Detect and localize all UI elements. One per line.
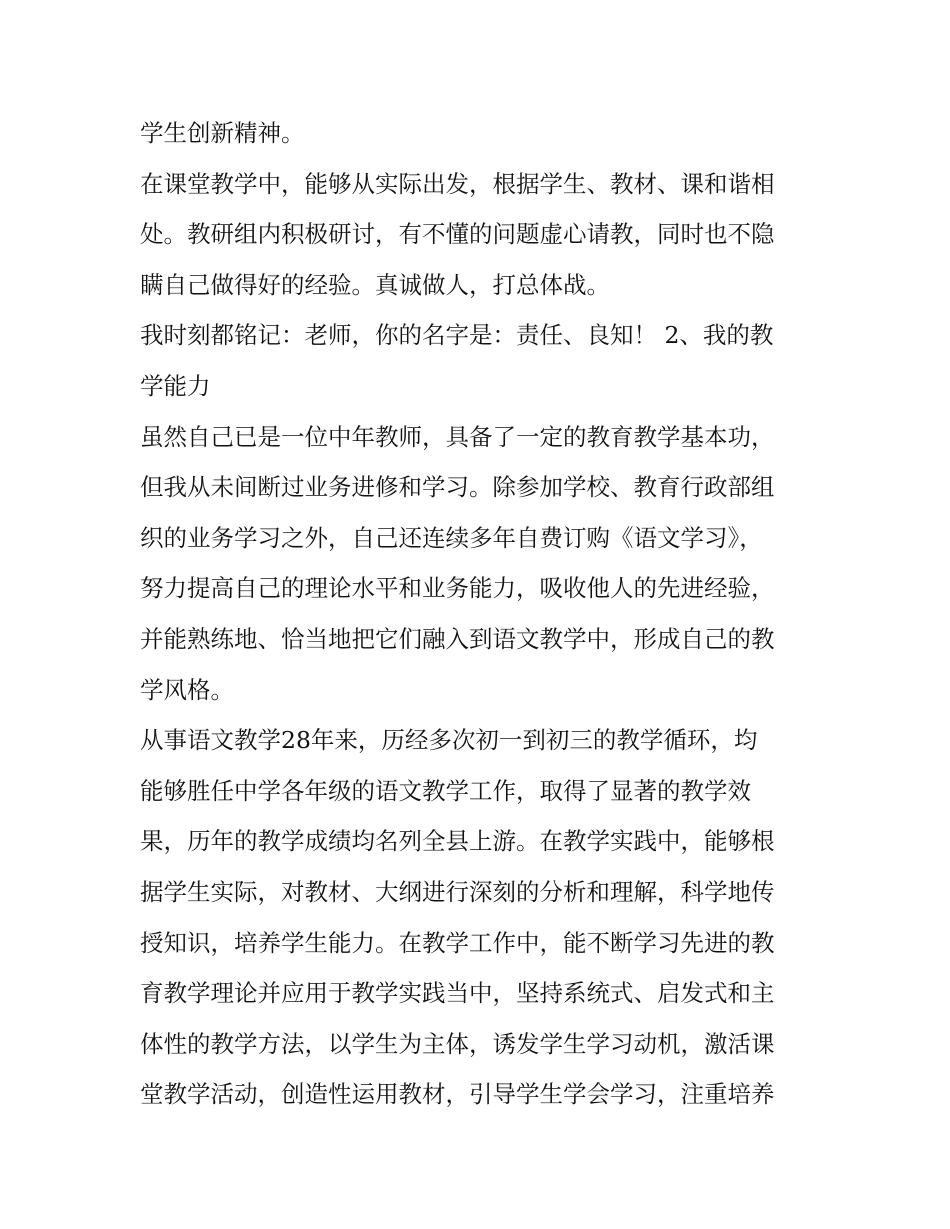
text-line: 育教学理论并应用于教学实践当中，坚持系统式、启发式和主 [140,979,775,1008]
text-line: 织的业务学习之外，自己还连续多年自费订购《语文学习》， [140,523,763,552]
text-line: 授知识，培养学生能力。在教学工作中，能不断学习先进的教 [140,928,775,957]
text-line: 能够胜任中学各年级的语文教学工作，取得了显著的教学效 [140,776,751,805]
text-line: 虽然自己已是一位中年教师，具备了一定的教育教学基本功， [140,422,775,451]
text-line: 体性的教学方法，以学生为主体，诱发学生学习动机，激活课 [140,1029,775,1058]
text-line: 学生创新精神。 [140,119,305,147]
text-line: 从事语文教学28年来，历经多次初一到初三的教学循环，均 [140,726,758,755]
text-line: 学风格。 [140,675,234,704]
text-line: 努力提高自己的理论水平和业务能力，吸收他人的先进经验， [140,574,775,603]
text-line: 我时刻都铭记：老师，你的名字是：责任、良知！ 2、我的教 [140,321,774,350]
document-body [140,108,830,1120]
text-line: 处。教研组内积极研讨，有不懂的问题虚心请教，同时也不隐 [140,220,775,249]
text-line: 学能力 [140,371,211,400]
text-line: 堂教学活动，创造性运用教材，引导学生学会学习，注重培养 [140,1080,775,1109]
text-line: 但我从未间断过业务进修和学习。除参加学校、教育行政部组 [140,473,775,502]
text-line: 并能熟练地、恰当地把它们融入到语文教学中，形成自己的教 [140,624,775,653]
text-line: 瞒自己做得好的经验。真诚做人，打总体战。 [140,270,610,299]
text-line: 在课堂教学中，能够从实际出发，根据学生、教材、课和谐相 [140,169,775,198]
text-line: 果，历年的教学成绩均名列全县上游。在教学实践中，能够根 [140,827,775,856]
text-line: 据学生实际，对教材、大纲进行深刻的分析和理解，科学地传 [140,877,775,906]
